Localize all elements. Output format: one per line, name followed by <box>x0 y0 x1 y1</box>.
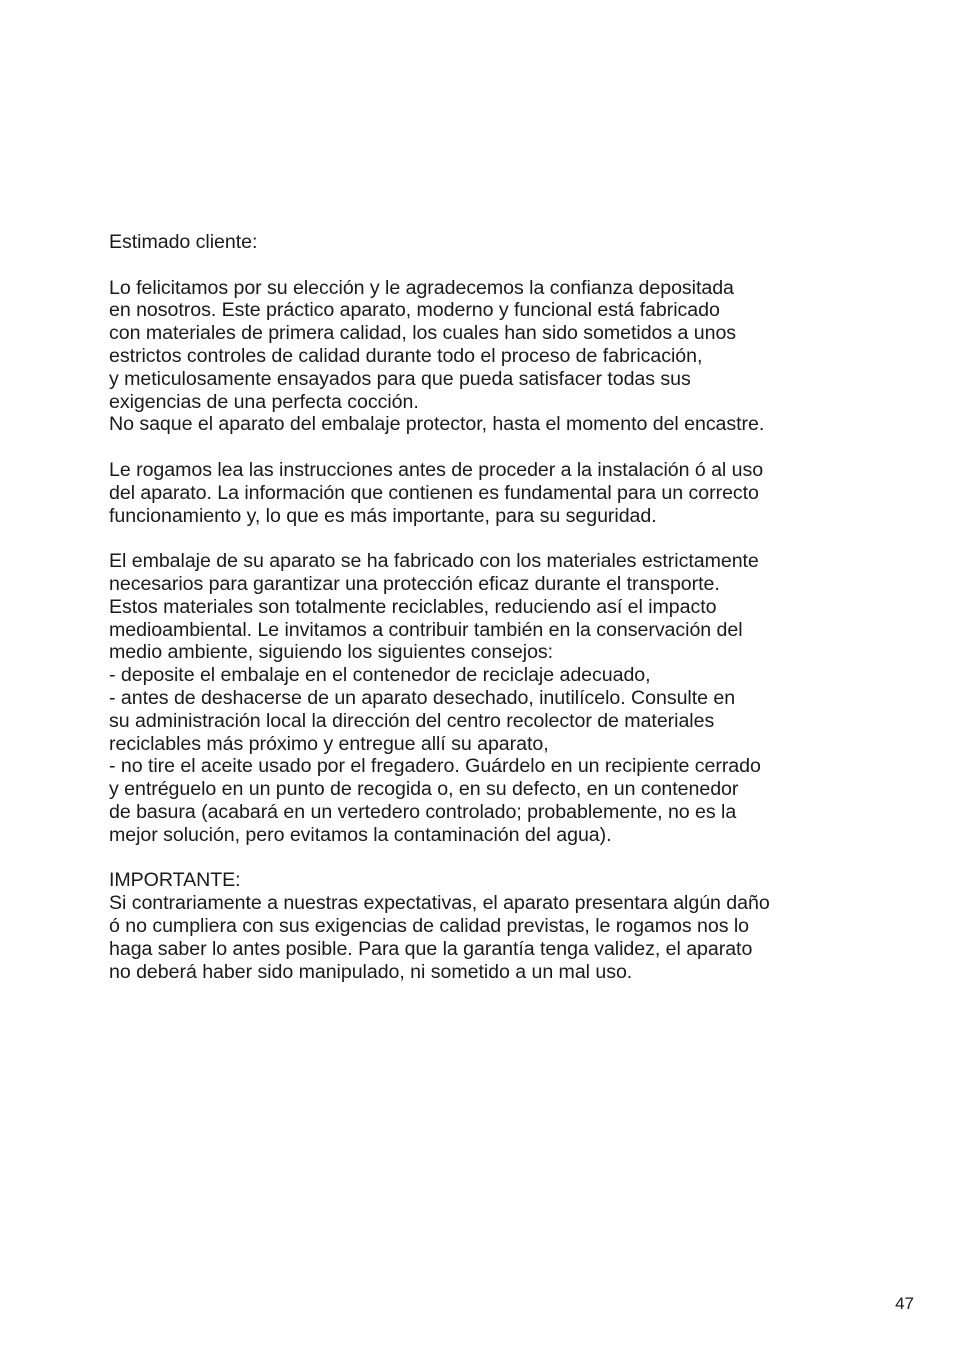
list-item-line: - no tire el aceite usado por el fregadero. Guárdelo en un recipiente cerrado <box>109 755 761 778</box>
list-item-line: y entréguelo en un punto de recogida o, en su defecto, en un contenedor <box>109 778 739 801</box>
paragraph-line: Lo felicitamos por su elección y le agradecemos la confianza depositada <box>109 276 734 299</box>
paragraph-line: necesarios para garantizar una protección eficaz durante el transporte. <box>109 572 720 595</box>
paragraph-important <box>109 869 869 983</box>
paragraph-line: haga saber lo antes posible. Para que la garantía tenga validez, el aparato <box>109 937 753 960</box>
list-item-line: su administración local la dirección del centro recolector de materiales <box>109 709 715 732</box>
greeting <box>109 231 869 254</box>
paragraph-line: y meticulosamente ensayados para que pueda satisfacer todas sus <box>109 367 691 390</box>
paragraph-intro <box>109 277 869 437</box>
paragraph-line: estrictos controles de calidad durante todo el proceso de fabricación, <box>109 344 703 367</box>
list-item-line: - antes de deshacerse de un aparato desechado, inutilícelo. Consulte en <box>109 686 736 709</box>
important-heading: IMPORTANTE: <box>109 869 241 892</box>
paragraph-line: exigencias de una perfecta cocción. <box>109 390 419 413</box>
paragraph-line: No saque el aparato del embalaje protector, hasta el momento del encastre. <box>109 413 765 436</box>
paragraph-line: no deberá haber sido manipulado, ni sometido a un mal uso. <box>109 960 633 983</box>
paragraph-line: funcionamiento y, lo que es más importante, para su seguridad. <box>109 504 657 527</box>
page-number: 47 <box>895 1294 914 1313</box>
greeting-line: Estimado cliente: <box>109 231 258 253</box>
paragraph-line: El embalaje de su aparato se ha fabricado con los materiales estrictamente <box>109 550 759 573</box>
list-item-line: reciclables más próximo y entregue allí su aparato, <box>109 732 549 755</box>
list-item-line: - deposite el embalaje en el contenedor de reciclaje adecuado, <box>109 664 651 687</box>
list-item-line: de basura (acabará en un vertedero controlado; probablemente, no es la <box>109 800 737 823</box>
paragraph-packaging <box>109 550 869 846</box>
paragraph-line: ó no cumpliera con sus exigencias de calidad previstas, le rogamos nos lo <box>109 914 750 937</box>
document-body <box>109 231 869 1006</box>
paragraph-line: Estos materiales son totalmente reciclables, reduciendo así el impacto <box>109 595 717 618</box>
paragraph-line: con materiales de primera calidad, los cuales han sido sometidos a unos <box>109 322 737 345</box>
paragraph-line: medioambiental. Le invitamos a contribuir también en la conservación del <box>109 618 743 641</box>
paragraph-line: medio ambiente, siguiendo los siguientes consejos: <box>109 641 554 664</box>
paragraph-line: Le rogamos lea las instrucciones antes de proceder a la instalación ó al uso <box>109 458 764 481</box>
paragraph-line: Si contrariamente a nuestras expectativas, el aparato presentara algún daño <box>109 892 770 915</box>
paragraph-instructions <box>109 459 869 527</box>
list-item-line: mejor solución, pero evitamos la contaminación del agua). <box>109 823 612 846</box>
paragraph-line: del aparato. La información que contienen es fundamental para un correcto <box>109 481 759 504</box>
paragraph-line: en nosotros. Este práctico aparato, moderno y funcional está fabricado <box>109 299 720 322</box>
